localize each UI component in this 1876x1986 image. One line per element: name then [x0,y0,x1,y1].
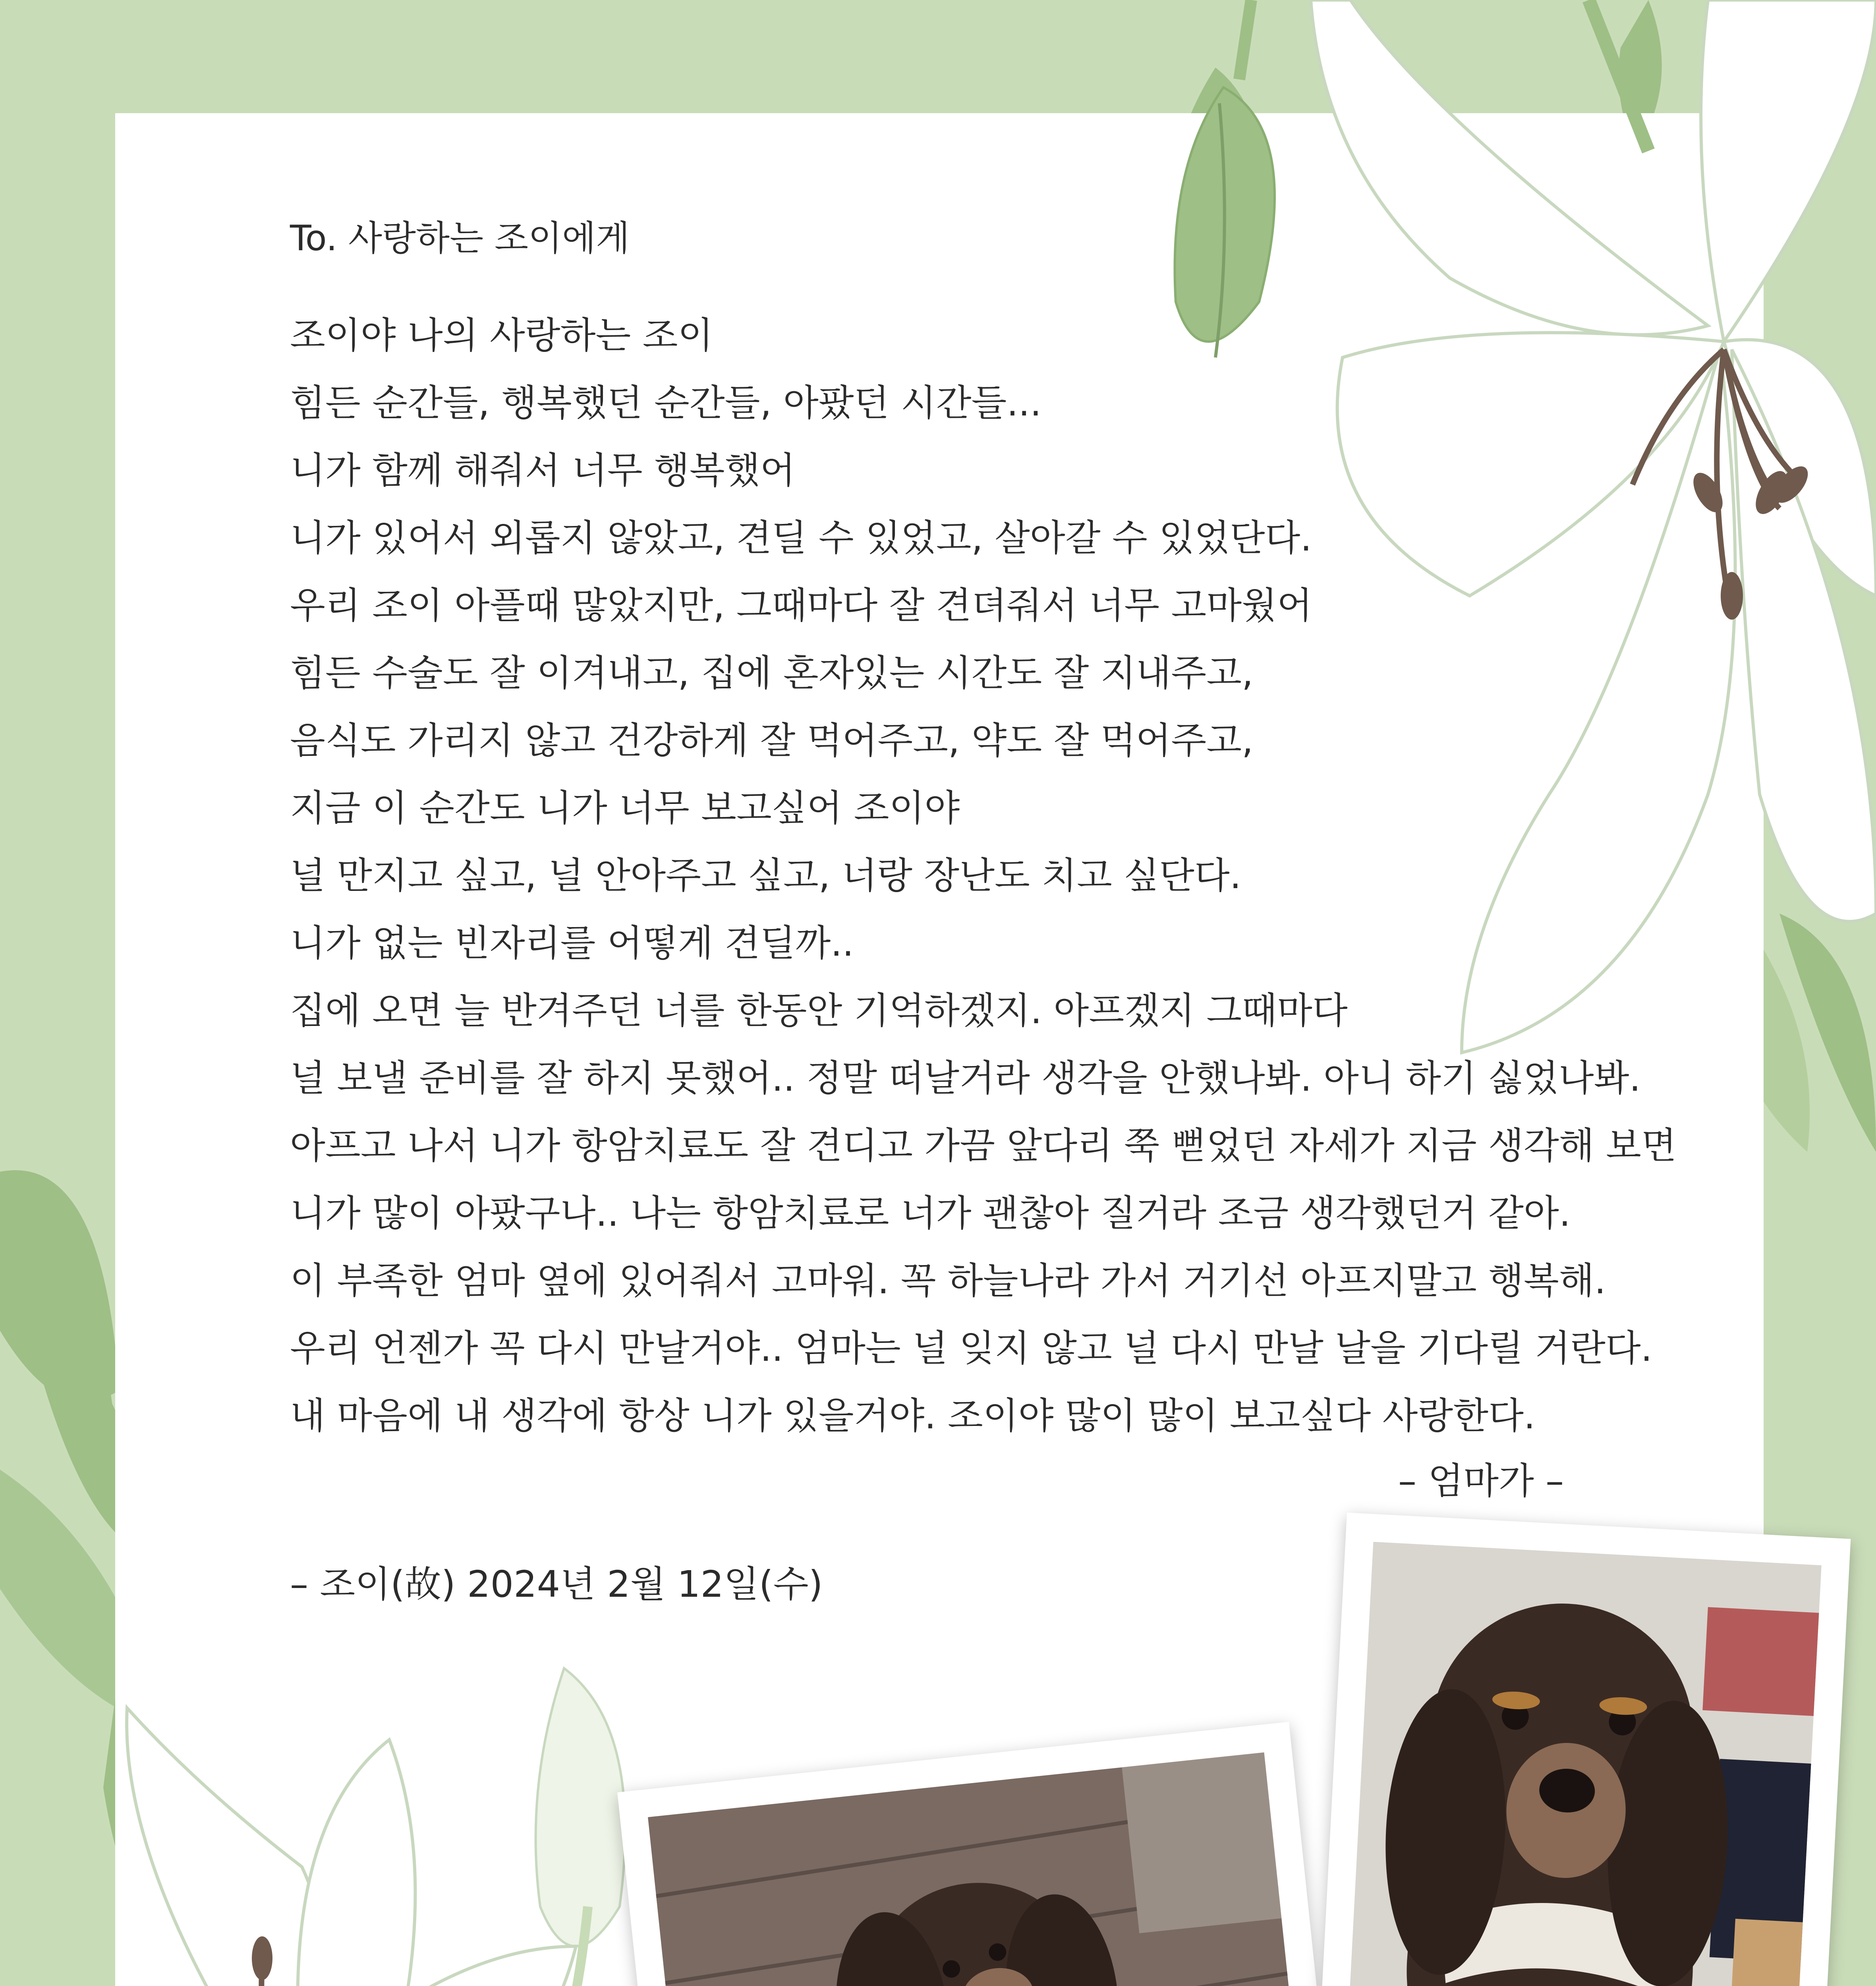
letter-line: 니가 없는 빈자리를 어떻게 견딜까.. [290,922,854,964]
dog-photo-image [1337,1542,1822,1986]
letter-line: 널 보낼 준비를 잘 하지 못했어.. 정말 떠날거라 생각을 안했나봐. 아니 하기 싫었나봐. [290,1057,1641,1099]
letter-line: 음식도 가리지 않고 건강하게 잘 먹어주고, 약도 잘 먹어주고, [290,719,1254,762]
letter-line: 조이야 나의 사랑하는 조이 [290,314,713,357]
letter-line: 우리 언젠가 꼭 다시 만날거야.. 엄마는 널 잊지 않고 널 다시 만날 날을 기다릴 거란다. [290,1327,1652,1370]
letter-line: 니가 함께 해줘서 너무 행복했어 [290,449,796,492]
letter-line: 우리 조이 아플때 많았지만, 그때마다 잘 견뎌줘서 너무 고마웠어 [290,584,1312,627]
letter-line: 집에 오면 늘 반겨주던 너를 한동안 기억하겠지. 아프겠지 그때마다 [290,989,1348,1032]
letter-line: 내 마음에 내 생각에 항상 니가 있을거야. 조이야 많이 많이 보고싶다 사랑한다. [290,1395,1536,1437]
photo-dog-portrait [1307,1513,1851,1986]
letter-signature: – 엄마가 – [1398,1460,1564,1502]
letter-salutation: To. 사랑하는 조이에게 [290,218,630,259]
letter-line: 아프고 나서 니가 항암치료도 잘 견디고 가끔 앞다리 쭉 뻗었던 자세가 지금 생각해 보면 [290,1124,1677,1167]
memorial-date: – 조이(故) 2024년 2월 12일(수) [290,1563,823,1605]
dog-photo-image [648,1752,1314,1986]
letter-line: 이 부족한 엄마 옆에 있어줘서 고마워. 꼭 하늘나라 가서 거기선 아프지말고 행복해. [290,1260,1606,1302]
lily-bud-shape [536,1668,625,1946]
lily-flower-bottom-left [0,1708,576,1986]
letter-line: 니가 많이 아팠구나.. 나는 항암치료로 너가 괜찮아 질거라 조금 생각했던거 같아. [290,1192,1571,1234]
letter-line: 힘든 순간들, 행복했던 순간들, 아팠던 시간들... [290,382,1042,424]
letter-line: 널 만지고 싶고, 널 안아주고 싶고, 너랑 장난도 치고 싶단다. [290,854,1241,897]
letter-line: 지금 이 순간도 니가 너무 보고싶어 조이야 [290,787,960,829]
letter-line: 힘든 수술도 잘 이겨내고, 집에 혼자있는 시간도 잘 지내주고, [290,652,1254,694]
letter-body [290,302,1704,1450]
letter-line: 니가 있어서 외롭지 않았고, 견딜 수 있었고, 살아갈 수 있었단다. [290,517,1312,559]
